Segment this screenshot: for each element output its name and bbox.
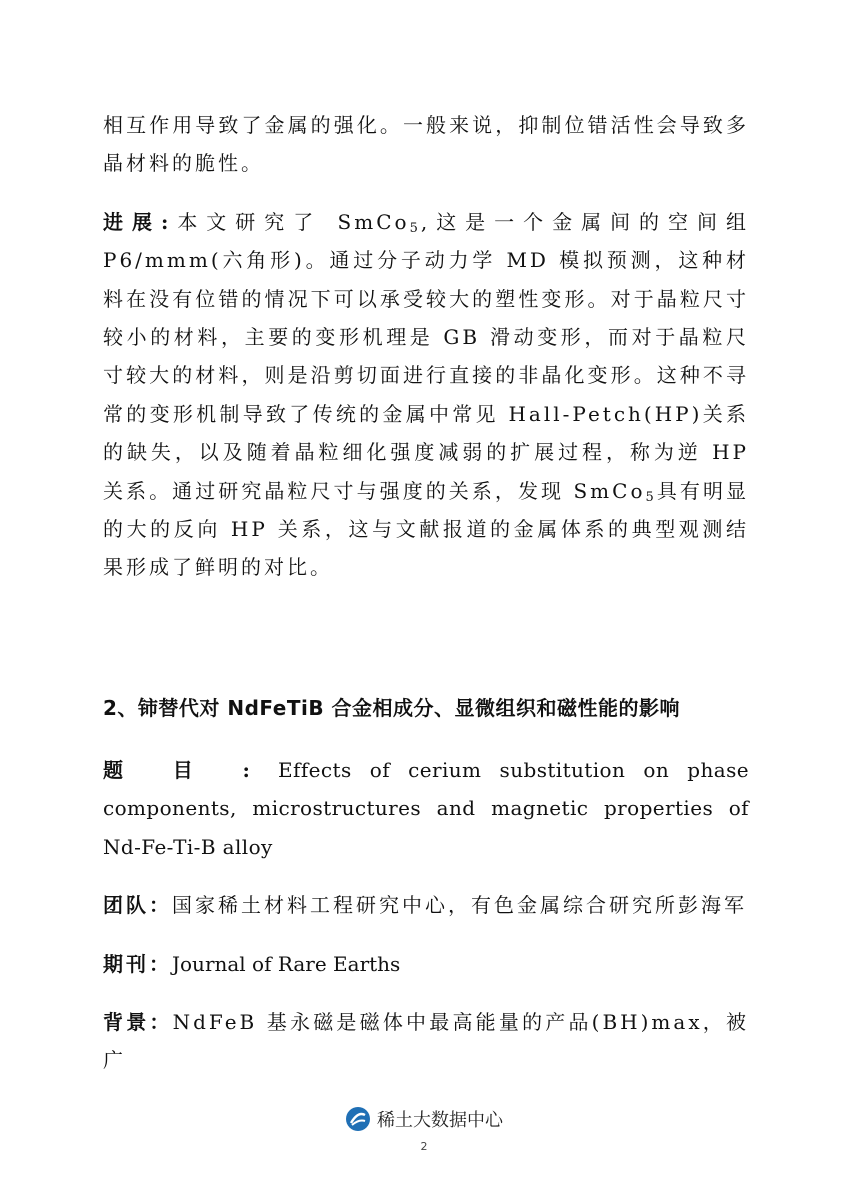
- background-label: 背景：: [103, 1009, 173, 1034]
- topic-paragraph: [103, 751, 749, 866]
- progress-text-a: 本文研究了 SmCo: [171, 209, 410, 234]
- topic-text: Effects of cerium substitution on phase components, microstructures and magnetic properties of Nd-Fe-Ti-B alloy: [103, 757, 750, 859]
- journal-label: 期刊：: [103, 951, 172, 976]
- progress-text-b: ,这是一个金属间的空间组 P6/mmm(六角形)。通过分子动力学 MD 模拟预测，这种材料在没有位错的情况下可以承受较大的塑性变形。对于晶粒尺寸较小的材料，主要的变形机理是 GB 滑动变形，而对于晶粒尺寸较大的材料，则是沿剪切面进行直接的非晶化变形。这种不寻常的变形机制导致了传统的金属中常见 Hall-Petch(HP)关系的缺失，以及随着晶粒细化强度减弱的扩展过程，称为逆 HP 关系。通过研究晶粒尺寸与强度的关系，发现 SmCo: [103, 209, 749, 503]
- background-paragraph: [103, 1003, 749, 1080]
- progress-text-c: 具有明显的大的反向 HP 关系，这与文献报道的金属体系的典型观测结果形成了鲜明的对比。: [103, 478, 749, 580]
- subscript-5: 5: [645, 489, 657, 505]
- document-body: [103, 106, 749, 1100]
- progress-label: 进展:: [103, 209, 172, 234]
- page-number: 2: [420, 1140, 428, 1153]
- topic-label: 题 目 :: [103, 757, 260, 782]
- footer-brand: [345, 1106, 503, 1132]
- background-text: NdFeB 基永磁是磁体中最高能量的产品(BH)max，被广: [103, 1009, 750, 1073]
- page-footer: [0, 1106, 848, 1153]
- journal-text: Journal of Rare Earths: [172, 951, 401, 976]
- subscript-5: 5: [409, 220, 421, 236]
- journal-paragraph: [103, 945, 749, 983]
- footer-brand-text: 稀土大数据中心: [377, 1110, 503, 1131]
- team-text: 国家稀土材料工程研究中心，有色金属综合研究所彭海军: [172, 893, 747, 918]
- paragraph-continuation: 相互作用导致了金属的强化。一般来说，抑制位错活性会导致多晶材料的脆性。: [103, 113, 749, 176]
- re-logo-icon: [345, 1106, 371, 1132]
- section-heading: 2、铈替代对 NdFeTiB 合金相成分、显微组织和磁性能的影响: [103, 695, 681, 720]
- team-paragraph: [103, 886, 749, 924]
- progress-paragraph: [103, 203, 749, 587]
- team-label: 团队：: [103, 893, 172, 918]
